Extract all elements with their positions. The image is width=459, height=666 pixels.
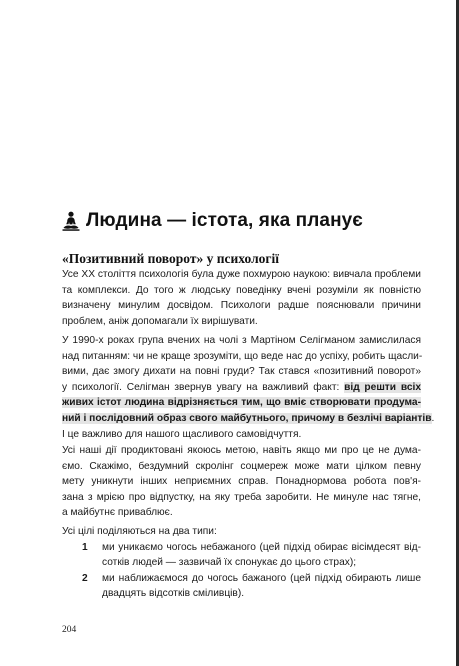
list-number: 2: [82, 572, 88, 584]
list-item-text: [102, 571, 421, 602]
paragraph-line: та комплекси. До того ж людську поведінку вчені розуміли як повністю: [62, 284, 421, 296]
paragraph-line: ємо. Скажімо, бездумний скролінг соцмереж може мати цілком певну: [62, 460, 421, 472]
page-number: 204: [62, 625, 77, 635]
list-line: двадцять відсотків сміливців).: [102, 588, 245, 600]
paragraph-line: І це важливо для нашого щасливого самовідчуття.: [62, 428, 302, 440]
paragraph-3: [62, 443, 421, 521]
list-item: [62, 540, 421, 571]
paragraph-line: [62, 411, 435, 427]
paragraph-line: [62, 395, 421, 411]
paragraph-2: [62, 333, 435, 442]
paragraph-line: мету уникнути інших неприємних справ. Понаднормова робота пов'я-: [62, 476, 421, 488]
highlighted-text: живих істот людина відрізняється тим, що вміє створювати продума-: [62, 397, 421, 409]
list-number: 1: [82, 541, 88, 553]
paragraph-text: у психології. Селігман звернув увагу на важливий факт:: [62, 381, 345, 393]
paragraph-line: над питанням: чи не краще зрозуміти, що веде нас до успіху, робить щасли-: [62, 350, 423, 362]
paragraph-line: [62, 380, 421, 396]
list-intro: Усі цілі поділяються на два типи:: [62, 526, 217, 537]
paragraph-line: а майбутнє приваблює.: [62, 507, 173, 519]
paragraph-line: У 1990-х роках група вчених на чолі з Мартіном Селігманом замислилася: [62, 335, 421, 346]
list-line: ми наближаємося до чогось бажаного (цей підхід обирають лише: [102, 572, 421, 584]
paragraph-line: вими, дає змогу дихати на повні груди? Так стався «позитивний поворот»: [62, 366, 421, 378]
section-title: «Позитивний поворот» у психології: [62, 251, 280, 266]
paragraph-line: проблем, аніж допомагали їх вирішувати.: [62, 315, 258, 327]
goal-types-list: [62, 524, 421, 602]
chapter-title: Людина — істота, яка планує: [86, 210, 363, 231]
highlighted-text: ний і послідовний образ свого майбутнього, причому в безлічі варіантів: [62, 412, 432, 424]
list-line: сотків людей — зазвичай їх спонукає до цього страх);: [102, 557, 357, 569]
paragraph-line: визначену минулим досвідом. Психологи радше пояснювали причини: [62, 300, 421, 312]
paragraph-line: Усі наші дії продиктовані якоюсь метою, навіть якщо ми про це не дума-: [62, 445, 421, 456]
list-item: [62, 571, 421, 602]
highlighted-text: від решти всіх: [344, 381, 421, 393]
paragraph-1: [62, 267, 421, 329]
meditation-figure-icon: [62, 211, 80, 231]
paragraph-line: зана з мрією про відпустку, на яку треба заробити. Не минуле нас тягне,: [62, 491, 421, 503]
chapter-heading: [62, 210, 422, 232]
paragraph-text: .: [431, 412, 435, 424]
list-line: ми уникаємо чогось небажаного (цей підхід обирає вісімдесят від-: [102, 541, 421, 553]
paragraph-line: Усе XX століття психологія була дуже похмурою наукою: вивчала проблеми: [62, 269, 421, 280]
list-item-text: [102, 540, 421, 571]
